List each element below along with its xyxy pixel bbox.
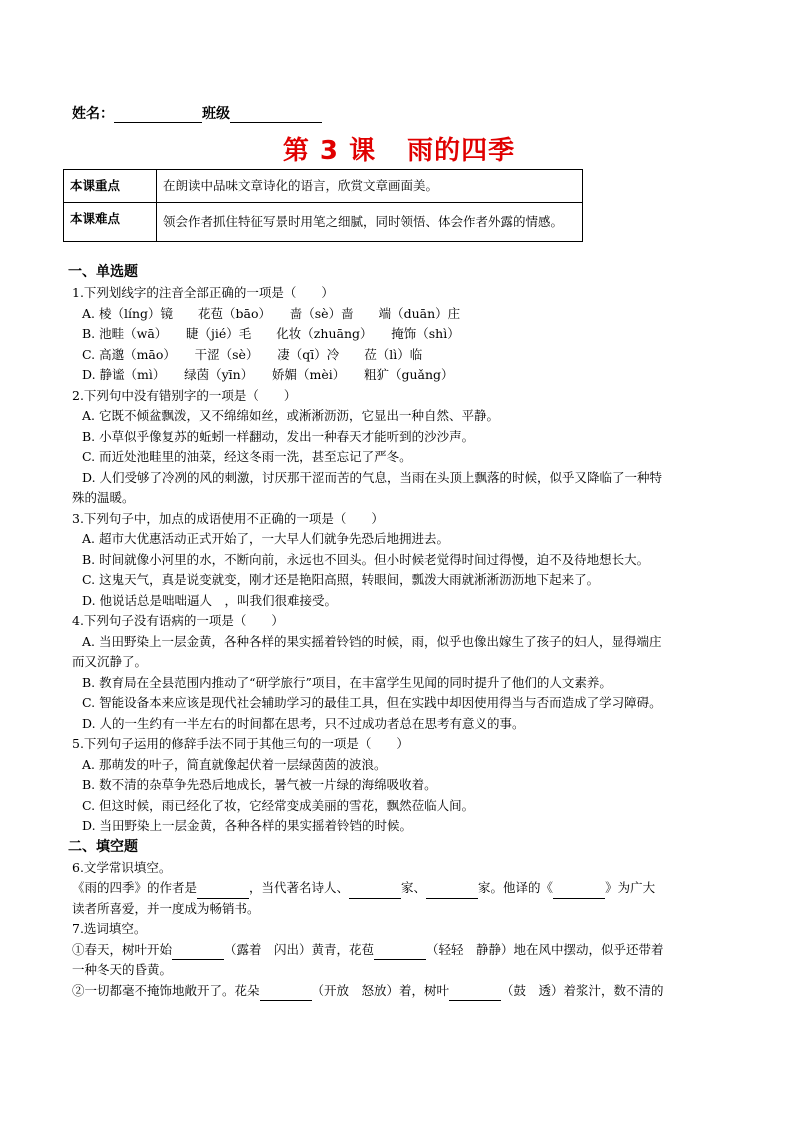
option-d-continued: 殊的温暖。 <box>72 490 135 505</box>
option-a[interactable]: A. 棱（líng）镜 花苞（bāo） 啬（sè）啬 端（duān）庄 <box>82 305 461 321</box>
blank-profession-1[interactable] <box>349 884 401 899</box>
lesson-number: 第 3 课 <box>282 136 377 166</box>
class-blank[interactable] <box>230 108 322 123</box>
blank-translation[interactable] <box>553 884 605 899</box>
blank-2[interactable] <box>374 945 426 960</box>
fill-text: 家、 <box>401 880 427 895</box>
fill-text: （轻轻 静静）地在风中摆动，似乎还带着 <box>426 941 664 957</box>
table-row <box>64 203 583 242</box>
option-d[interactable]: D. 人的一生约有一半左右的时间都在思考，只不过成功者总在思考有意义的事。 <box>82 715 525 731</box>
fill-text: 《雨的四季》的作者是 <box>72 880 198 895</box>
option-a[interactable]: A. 当田野染上一层金黄，各种各样的果实摇着铃铛的时候，雨，似乎也像出嫁生了孩子的妇人，显得端庄 <box>82 633 662 649</box>
name-blank[interactable] <box>114 108 202 123</box>
option-c[interactable]: C. 而近处池畦里的油菜，经这冬雨一洗，甚至忘记了严冬。 <box>82 449 412 464</box>
option-b[interactable]: B. 池畦（wā） 睫（jié）毛 化妆（zhuāng） 掩饰（shì） <box>82 326 460 341</box>
fill-line <box>72 878 732 899</box>
option-b[interactable]: B. 时间就像小河里的水，不断向前，永远也不回头。但小时候老觉得时间过得慢，迫不及待地想长大。 <box>82 551 650 567</box>
difficulty-label: 本课难点 <box>64 203 157 242</box>
option-c[interactable]: C. 智能设备本来应该是现代社会辅助学习的最佳工具，但在实践中却因使用得当与否而造成了学习障碍。 <box>82 695 662 710</box>
question-stem: 5.下列句子运用的修辞手法不同于其他三句的一项是（ ） <box>72 736 409 751</box>
option-a[interactable]: A. 那萌发的叶子，简直就像起伏着一层绿茵茵的波浪。 <box>82 756 387 772</box>
fill-text: ①春天，树叶开始 <box>72 941 173 957</box>
fill-line-continued: 读者所喜爱，并一度成为畅销书。 <box>72 900 260 916</box>
option-a[interactable]: A. 超市大优惠活动正式开始了，一大早人们就争先恐后地拥进去。 <box>82 531 449 546</box>
keypoints-table <box>63 169 583 242</box>
question-stem: 4.下列句子没有语病的一项是（ ） <box>72 613 284 628</box>
option-a[interactable]: A. 它既不倾盆飘泼，又不绵绵如丝，或淅淅沥沥，它显出一种自然、平静。 <box>82 408 499 423</box>
section-heading-single-choice: 一、单选题 <box>68 264 138 280</box>
section-heading-fill-in: 二、填空题 <box>68 838 138 855</box>
fill-text: （开放 怒放）着，树叶 <box>311 982 450 998</box>
option-c[interactable]: C. 这鬼天气，真是说变就变，刚才还是艳阳高照，转眼间，瓢泼大雨就淅淅沥沥地下起来了。 <box>82 572 600 587</box>
questions <box>68 262 732 1001</box>
option-d[interactable]: D. 他说话总是咄咄逼人 ，叫我们很难接受。 <box>82 592 338 608</box>
question-stem: 1.下列划线字的注音全部正确的一项是（ ） <box>72 285 334 300</box>
name-label: 姓名： <box>72 106 114 122</box>
class-label: 班级 <box>202 106 230 122</box>
fill-text: 》为广大 <box>605 880 656 895</box>
keypoint-text: 在朗读中品味文章诗化的语言，欣赏文章画面美。 <box>157 170 583 203</box>
question-stem: 2.下列句中没有错别字的一项是（ ） <box>72 387 297 403</box>
fill-text: ，当代著名诗人、 <box>249 880 350 895</box>
fill-line <box>72 940 732 961</box>
option-d[interactable]: D. 当田野染上一层金黄，各种各样的果实摇着铃铛的时候。 <box>82 818 413 833</box>
question-stem: 3.下列句子中，加点的成语使用不正确的一项是（ ） <box>72 510 384 526</box>
option-a-continued: 而又沉静了。 <box>72 654 148 669</box>
lesson-title <box>0 130 794 167</box>
blank-author[interactable] <box>197 884 249 899</box>
student-info-line <box>72 103 322 123</box>
lesson-name: 雨的四季 <box>407 136 516 166</box>
option-b[interactable]: B. 教育局在全县范围内推动了“研学旅行”项目，在丰富学生见闻的同时提升了他们的人文素养。 <box>82 674 612 690</box>
question-stem: 7.选词填空。 <box>72 921 147 936</box>
blank-3[interactable] <box>260 986 312 1001</box>
blank-1[interactable] <box>172 945 224 960</box>
question-stem: 6.文学常识填空。 <box>72 859 172 875</box>
fill-line-continued: 一种冬天的昏黄。 <box>72 962 173 977</box>
option-b[interactable]: B. 数不清的杂草争先恐后地成长，暑气被一片绿的海绵吸收着。 <box>82 777 437 792</box>
option-d[interactable]: D. 人们受够了冷冽的风的刺激，讨厌那干涩而苦的气息，当雨在头顶上飘落的时候，似乎又降临了一种特 <box>82 469 663 485</box>
fill-text: （鼓 透）着浆汁，数不清的 <box>501 982 664 998</box>
option-b[interactable]: B. 小草似乎像复苏的蚯蚓一样翻动，发出一种春天才能听到的沙沙声。 <box>82 428 475 444</box>
fill-text: ②一切都毫不掩饰地敞开了。花朵 <box>72 982 260 998</box>
blank-profession-2[interactable] <box>426 884 478 899</box>
keypoint-label: 本课重点 <box>64 170 157 203</box>
difficulty-text: 领会作者抓住特征写景时用笔之细腻，同时领悟、体会作者外露的情感。 <box>157 203 583 242</box>
fill-text: （露着 闪出）黄青，花苞 <box>224 941 375 957</box>
blank-4[interactable] <box>449 986 501 1001</box>
fill-line <box>72 981 732 1002</box>
option-c[interactable]: C. 高邈（māo） 干涩（sè） 凄（qī）冷 莅（lì）临 <box>82 346 423 362</box>
option-d[interactable]: D. 静谧（mì） 绿茵（yīn） 娇媚（mèi） 粗犷（guǎng） <box>82 367 454 382</box>
option-c[interactable]: C. 但这时候，雨已经化了妆，它经常变成美丽的雪花，飘然莅临人间。 <box>82 797 475 813</box>
fill-text: 家。他译的《 <box>478 880 554 895</box>
table-row <box>64 170 583 203</box>
